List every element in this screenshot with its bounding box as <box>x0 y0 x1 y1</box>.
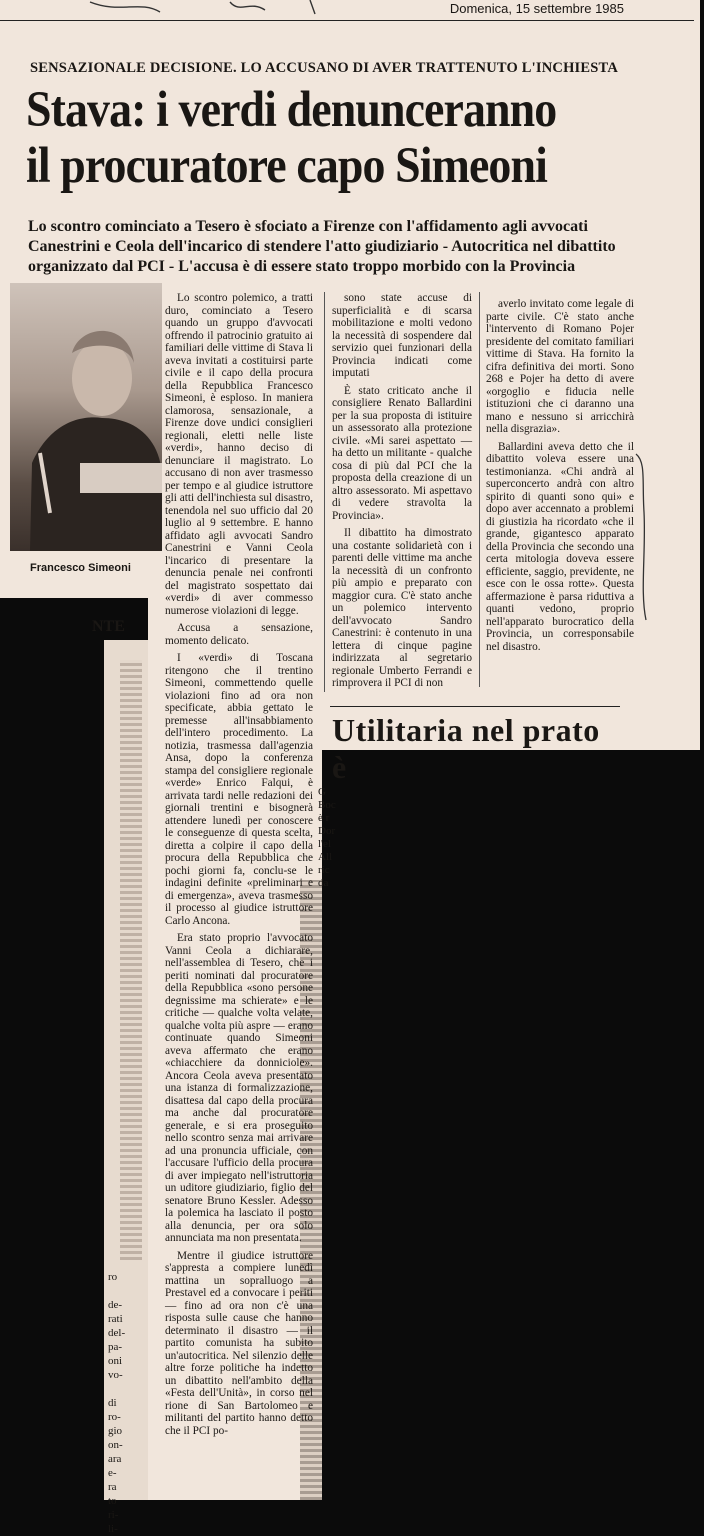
headline-line-2: il procuratore capo Simeoni <box>26 138 547 194</box>
halftone-photo-fragment <box>120 660 142 1260</box>
masthead-rule <box>0 20 694 21</box>
paragraph: Mentre il giudice istruttore s'appresta a compiere lunedì mattina un sopralluogo a Prestavel ed a convocare i periti — fino ad ora non c'è una risposta sulle cause che hanno determinato il disastro — il partito comunista ha subito un'autocritica. Nel silenzio delle altre forze politiche ha indetto un dibattito nell'ambito della «Festa dell'Unità», in corso nel rione di San Bartolomeo e militanti del partito hanno detto che il PCI po- <box>165 1249 313 1437</box>
column-rule <box>324 292 325 692</box>
fragment-label: NTE <box>92 618 125 635</box>
handwriting-scribble <box>80 0 340 16</box>
portrait-photo <box>10 283 162 551</box>
article-column-2 <box>332 292 472 695</box>
second-article-title-line-2: è <box>332 749 347 785</box>
paragraph: Era stato proprio l'avvocato Vanni Ceola a dichiarare, nell'assemblea di Tesero, che i periti nominati dal procuratore della Repubblica «sono persone degnissime ma schierate» e le critiche — qualche volta velate, qualche volta più aspre — erano continuate quando Simeoni aveva affermato che erano «chiacchiere da donniciole». Ancora Ceola aveva presentato una istanza di formalizzazione, disattesa dal capo della procura ma anche dal procuratore generale, e si era proseguito nello scontro senza mai arrivare ad una pronuncia ufficiale, con l'accusare l'ufficio della procura di aver impiegato nell'istruttoria un uditore giudiziario, figlio del senatore Bruno Kessler. Adesso la polemica ha lasciato il posto alla denuncia, per ora solo annunciata ma non presentata. <box>165 932 313 1244</box>
second-article-title <box>332 712 600 786</box>
second-article-text-fragment: G Boc è r Dor l'el All ric da <box>318 786 336 889</box>
paragraph: Ballardini aveva detto che il dibattito voleva essere una testimonianza. «Chi andrà al superconcerto andrà con altro spirito di quanti sono qui» e dopo aver accennato a problemi di giustizia ha ricordato «che il grande, gigantesco apparato della Provincia che secondo una certa mitologia doveva essere efficiente, saggio, previdente, ne esce con le ossa rotte». Questa affermazione è parsa riduttiva a quanti vedono, proprio nell'apparato burocratico della Provincia, un corresponsabile nel disastro. <box>486 440 634 653</box>
paragraph: Accusa a sensazione, momento delicato. <box>165 622 313 647</box>
article-column-1 <box>165 292 313 1442</box>
second-article-title-line-1: Utilitaria nel prato <box>332 712 600 748</box>
article-divider <box>330 706 620 707</box>
photo-caption: Francesco Simeoni <box>30 562 131 574</box>
strip-text-fragment: ro de- rati del- pa- oni vo- di ro- gio on- ara e- ra to ri- li- <box>108 1271 126 1535</box>
handwritten-bracket <box>632 452 650 622</box>
paragraph: È stato criticato anche il consigliere Renato Ballardini per la sua proposta di istituire un assessorato alla protezione civile. «Mi sarei aspettato — ha detto un militante - qualche cosa di più dal PCI che la proposta della creazione di un altro assessorato. Mi aspettavo di vedere stravolta la Provincia». <box>332 384 472 522</box>
headline-line-1: Stava: i verdi denunceranno <box>26 82 557 138</box>
paragraph: sono state accuse di superficialità e di scarsa mobilitazione e molti vedono la necessità di sospendere dal servizio quei funzionari della Provincia indicati come imputati <box>332 292 472 379</box>
paragraph: Il dibattito ha dimostrato una costante solidarietà con i parenti delle vittime ma anche la necessità di un confronto più ampio e preparato con maggior cura. C'è stato anche un polemico intervento dell'avvocato Sandro Canestrini: è contenuto in una lettera di cinque pagine indirizzata al segretario regionale Umberto Ferrandi e rimprovera il PCI di non <box>332 527 472 689</box>
article-column-3 <box>486 298 634 658</box>
article-kicker: SENSAZIONALE DECISIONE. LO ACCUSANO DI AVER TRATTENUTO L'INCHIESTA <box>30 60 618 76</box>
paragraph: averlo invitato come legale di parte civile. C'è stato anche l'intervento di Romano Pojer presidente del comitato familiari vittime di Stava. Ha fornito la cifra definitiva dei morti. Sono 268 e Pojer ha detto di avere «orgoglio e fiducia nelle istituzioni che ci daranno una mano e nessuno si arricchirà nella disgrazia». <box>486 298 634 435</box>
column-rule <box>479 292 480 687</box>
article-headline <box>26 82 575 194</box>
article-subhead: Lo scontro cominciato a Tesero è sfociato a Firenze con l'affidamento agli avvocati Canestrini e Ceola dell'incarico di stendere l'atto giudiziario - Autocritica nel dibattito organizzato dal PCI - L'accusa è di essere stato troppo morbido con la Provincia <box>28 218 616 275</box>
publication-date: Domenica, 15 settembre 1985 <box>449 1 624 16</box>
paragraph: Lo scontro polemico, a tratti duro, cominciato a Tesero quando un gruppo d'avvocati offrendo il patrocinio gratuito ai familiari delle vittime di Stava li aveva invitati a costituirsi parte civile e il capo della procura della Repubblica Francesco Simeoni, è esploso. In maniera clamorosa, sensazionale, a Firenze dove undici consiglieri regionali, eletti nelle liste «verdi», hanno deciso di denunciare il magistrato. Lo accusano di non aver trasmesso per tempo e al giudice istruttore gli atti dell'inchiesta sul disastro, tenendola nel suo ufficio dal 20 luglio al 9 settembre. E hanno affidato agli avvocati Sandro Canestrini e Vanni Ceola l'incarico di presentare la denuncia penale nei confronti del magistrato sospettato dai «verdi» di aver commesso numerose violazioni di legge. <box>165 292 313 617</box>
portrait-illustration <box>10 283 162 551</box>
paragraph: I «verdi» di Toscana ritengono che il trentino Simeoni, commettendo quelle violazioni fino ad ora non specificate, abbia gettato le premesse all'insabbiamento dell'intero procedimento. La notizia, trasmessa dall'agenzia Ansa, dopo la conferenza stampa del consigliere regionale «verde» Enrico Falqui, è arrivata tardi nelle redazioni dei giornali trentini e bisognerà attendere lunedì per conoscere le conseguenze di questa scelta, diretta a colpire il capo della procura della Repubblica che pochi giorni fa, conclu-se le indagini definite «preliminari e di emergenza», aveva trasmesso il processo al giudice istruttore Carlo Ancona. <box>165 652 313 927</box>
